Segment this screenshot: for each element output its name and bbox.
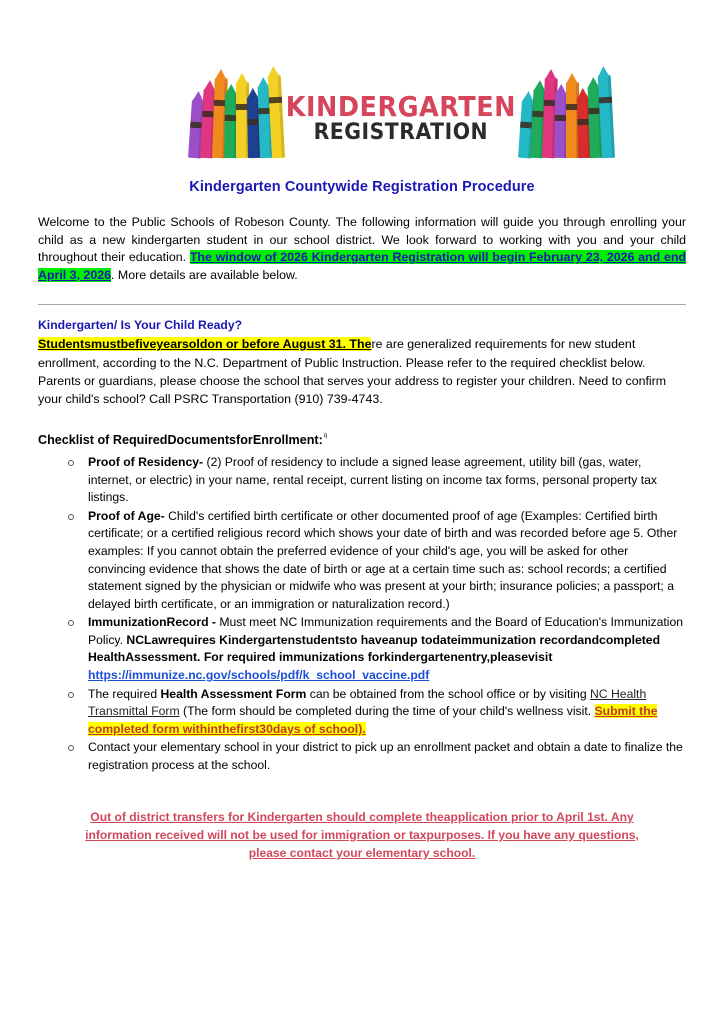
age-requirement-highlight: Studentsmustbefiveyearsoldon or before August 31. The <box>38 337 372 352</box>
child-ready-paragraph <box>38 335 686 408</box>
out-of-district-notice-text: Out of district transfers for Kindergarten should complete theapplication prior to April 1st. Any information received will not be used for immigration or taxpurposes. If you have any questions, please contact your elementary school <box>85 810 639 860</box>
list-item-proof-of-residency <box>67 454 686 507</box>
proof-of-residency-label: Proof of Residency- <box>88 455 204 470</box>
kindergarten-registration-banner <box>188 62 536 158</box>
nc-health-transmittal-form-link[interactable]: NC Health Transmittal Form <box>88 686 647 719</box>
crayon-tip <box>544 69 556 80</box>
intro-text-part2: . More details are available below. <box>111 267 298 282</box>
page-title: Kindergarten Countywide Registration Procedure <box>189 179 535 195</box>
crayon-tip <box>215 69 227 80</box>
immunization-record-label: ImmunizationRecord - <box>88 615 216 630</box>
child-ready-text: re are generalized requirements for new student enrollment, according to the N.C. Department of Public Instruction. Please refer to the required checklist below. Parents or guardians, please choose the school that serves your address to register your children. Need to confirm your child's school? Call PSRC Transportation (910) 739-4743. <box>38 337 667 406</box>
checklist-heading-text: Checklist of RequiredDocumentsforEnrollment: <box>38 433 323 448</box>
list-item-proof-of-age <box>67 508 686 613</box>
immunization-schedule-link[interactable]: https://immunize.nc.gov/schools/pdf/k_school_vaccine.pdf <box>88 667 430 682</box>
immunization-record-bold-text: NCLawrequires Kindergartenstudentsto haveanup todateimmunization recordandcompleted HealthAssessment. For required immunizations forkindergartenentry,pleasevisit <box>88 632 661 665</box>
health-assessment-text-after: (The form should be completed during the time of your child's wellness visit. <box>179 704 595 719</box>
health-assessment-form-label: Health Assessment Form <box>160 686 307 701</box>
contact-elementary-school-text: Contact your elementary school in your district to pick up an enrollment packet and obtain a date to finalize the registration process at the school. <box>88 740 683 772</box>
health-assessment-text-before: The required <box>88 686 161 701</box>
checklist-heading-superscript: q <box>323 433 328 440</box>
banner-logo-line2: REGISTRATION <box>313 117 489 145</box>
intro-text-part1: Welcome to the Public Schools of Robeson County. The following information will guide you through enrolling your child as a new kindergarten student in our school district. We look forward to working with you and your child throughout their education. <box>38 215 686 265</box>
out-of-district-notice-period: . <box>471 845 476 860</box>
submit-form-deadline-highlight: Submit the completed form withinthefirst30days of school). <box>88 704 658 736</box>
out-of-district-notice <box>82 809 642 862</box>
immunization-record-text: Must meet NC Immunization requirements and the Board of Education's Immunization Policy. <box>88 615 684 647</box>
section-divider <box>38 304 686 305</box>
crayon-band <box>269 97 282 104</box>
crayon-tip <box>597 66 610 78</box>
crayon-tip <box>566 73 578 84</box>
proof-of-age-text: Child's certified birth certificate or other documented proof of age (Examples: Certified birth certificate; or a certified religious record which shows your date of birth and was recorded before age 5. Other examples: If you cannot obtain the preferred evidence of your child's age, you will be asked for other convincing evidence that shows the date of birth or age at a certain time such as: school records; a certified statement signed by the physician or midwife who was present at your birth; insurance policies; a passport; a delayed birth certificate, or an immigration or naturalization record.) <box>88 508 678 611</box>
child-ready-heading: Kindergarten/ Is Your Child Ready? <box>38 318 243 333</box>
list-item-health-assessment-form <box>67 686 686 739</box>
list-item-contact-elementary-school <box>67 739 686 774</box>
crayon-tip <box>267 66 280 78</box>
banner-container <box>38 0 686 158</box>
proof-of-age-label: Proof of Age- <box>88 508 165 523</box>
crayon-band <box>599 97 612 104</box>
checklist-heading <box>38 433 686 447</box>
banner-logo-line1: KINDERGARTEN <box>285 90 516 123</box>
list-item-immunization-record <box>67 614 686 684</box>
crayon-tip <box>236 73 248 84</box>
proof-of-residency-text: (2) Proof of residency to include a signed lease agreement, utility bill (gas, water, internet, or electric) in your name, rental receipt, current listing on income tax forms, personal property tax listings. <box>88 455 657 505</box>
registration-window-highlight: The window of 2026 Kindergarten Registration will begin February 23, 2026 and end April 3, 2026 <box>38 250 686 282</box>
crayon-cluster-left <box>188 66 284 158</box>
banner-logo-text <box>284 90 518 158</box>
required-documents-list <box>38 454 686 774</box>
health-assessment-text-mid: can be obtained from the school office or by visiting <box>306 686 590 701</box>
intro-paragraph <box>38 214 686 284</box>
crayon-cluster-right <box>518 66 614 158</box>
